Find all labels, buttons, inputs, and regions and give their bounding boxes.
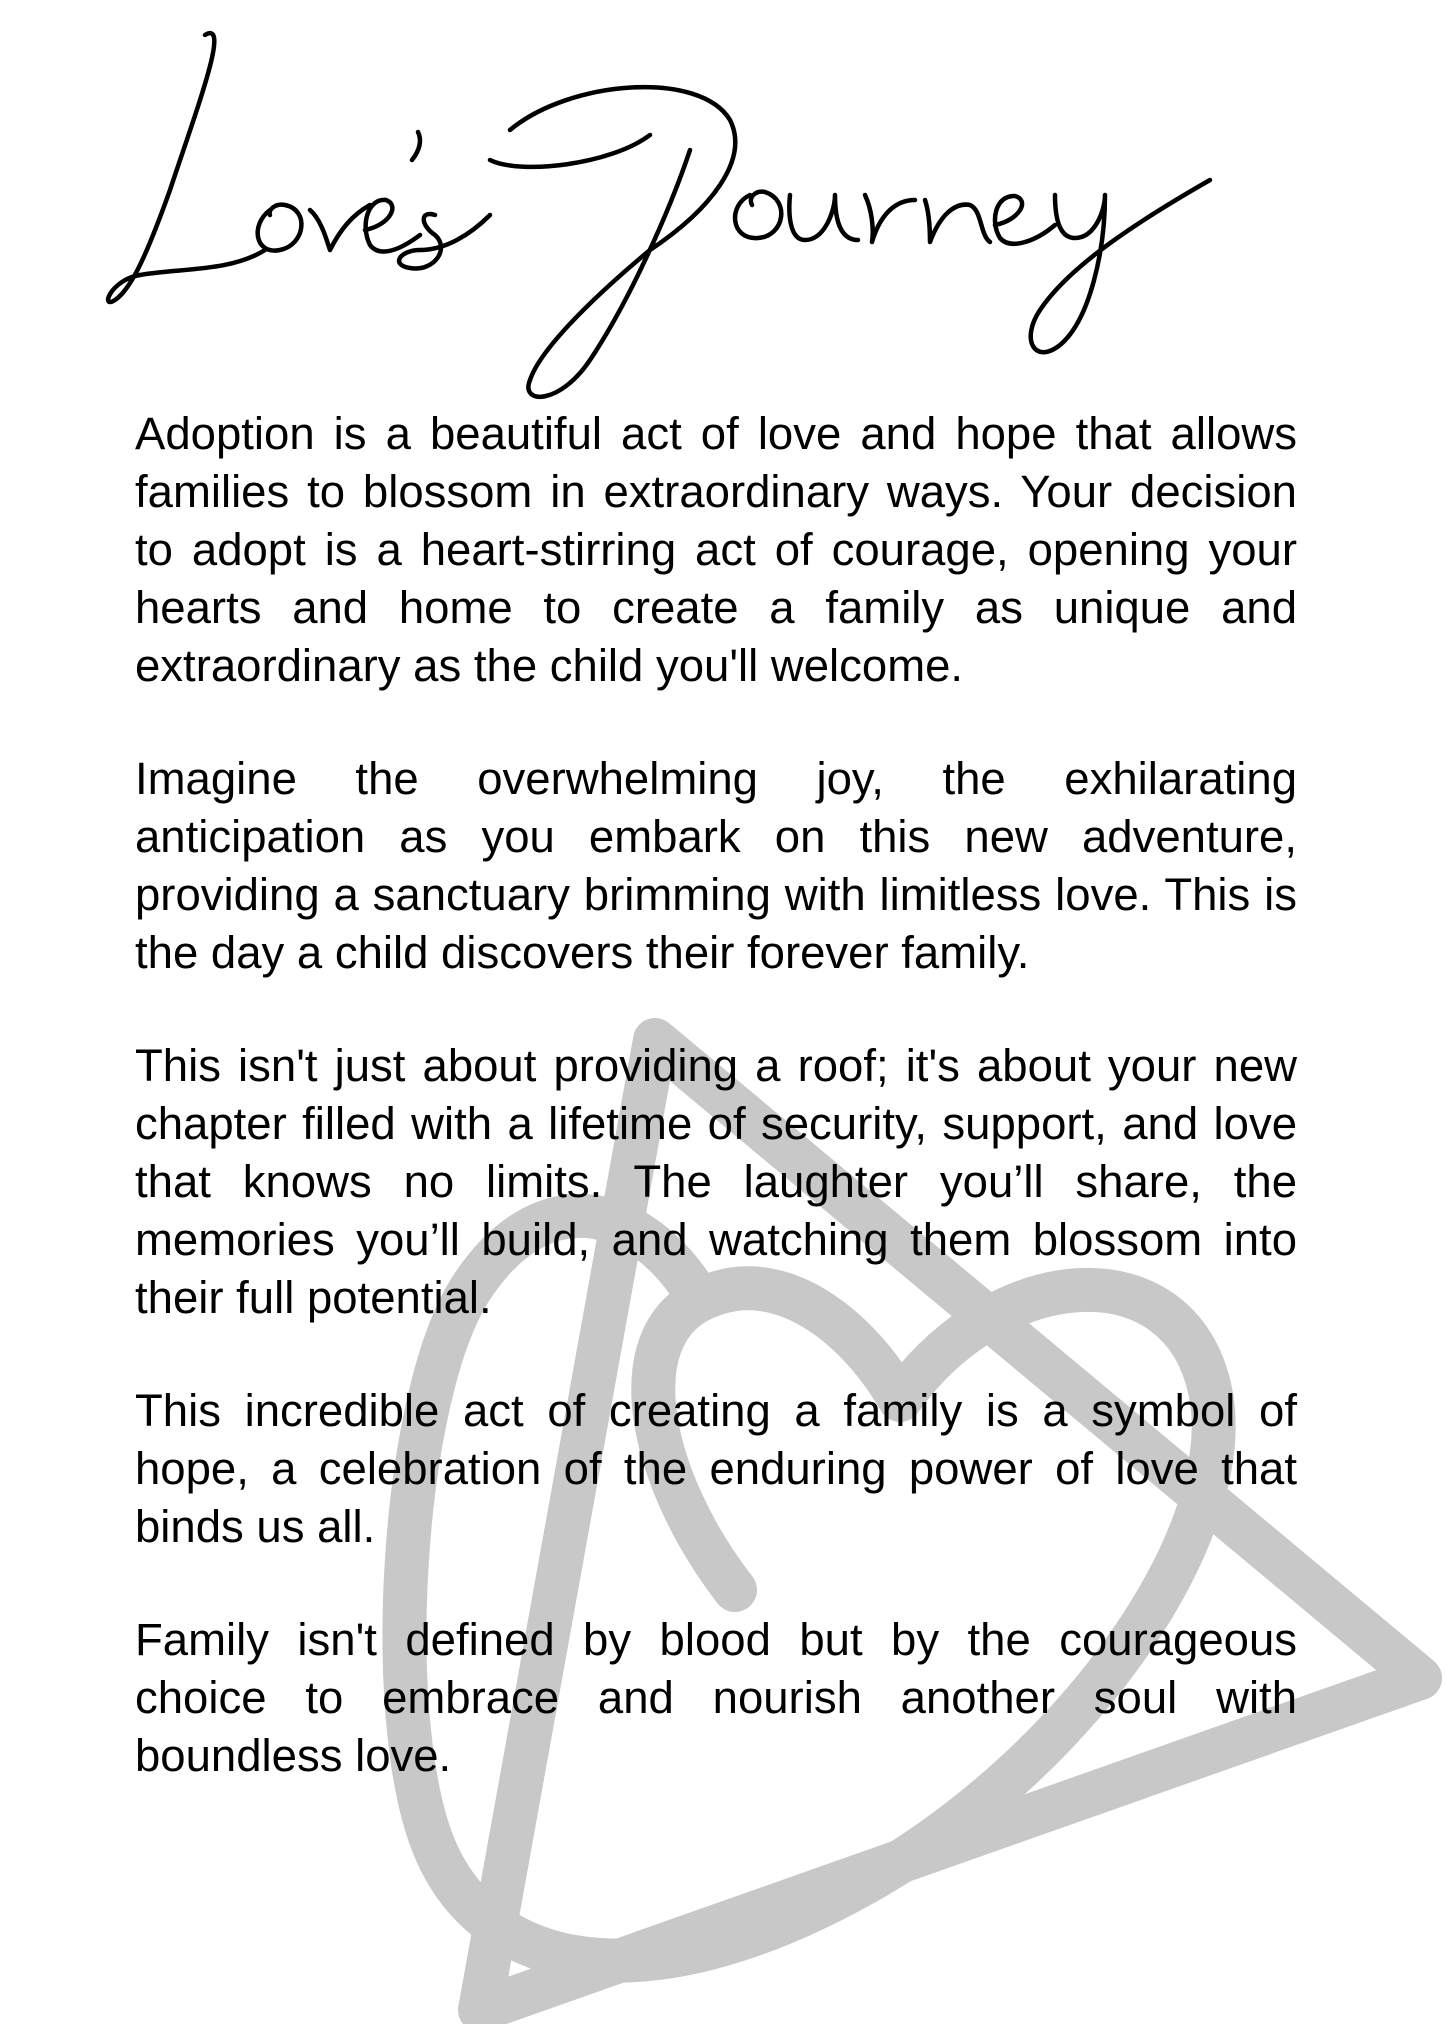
paragraph-5: Family isn't defined by blood but by the courageous choice to embrace and nourish another soul with boundless love. (135, 1614, 1297, 1781)
paragraph-2: Imagine the overwhelming joy, the exhilarating anticipation as you embark on this new adventure, providing a sanctuary brimming with limitless love. This is the day a child discovers their forever family. (135, 753, 1297, 978)
body-text (135, 405, 1297, 1840)
paragraph-4: This incredible act of creating a family is a symbol of hope, a celebration of the enduring power of love that binds us all. (135, 1385, 1297, 1552)
paragraph-3: This isn't just about providing a roof; it's about your new chapter filled with a lifetime of security, support, and love that knows no limits. The laughter you’ll share, the memories you’ll build, and watching them blossom into their full potential. (135, 1040, 1297, 1323)
title-script-lettering (90, 10, 1370, 410)
paragraph-1: Adoption is a beautiful act of love and hope that allows families to blossom in extraordinary ways. Your decision to adopt is a heart-stirring act of courage, opening your hearts and home to create a family as unique and extraordinary as the child you'll welcome. (135, 408, 1297, 691)
page-title (90, 10, 1370, 410)
